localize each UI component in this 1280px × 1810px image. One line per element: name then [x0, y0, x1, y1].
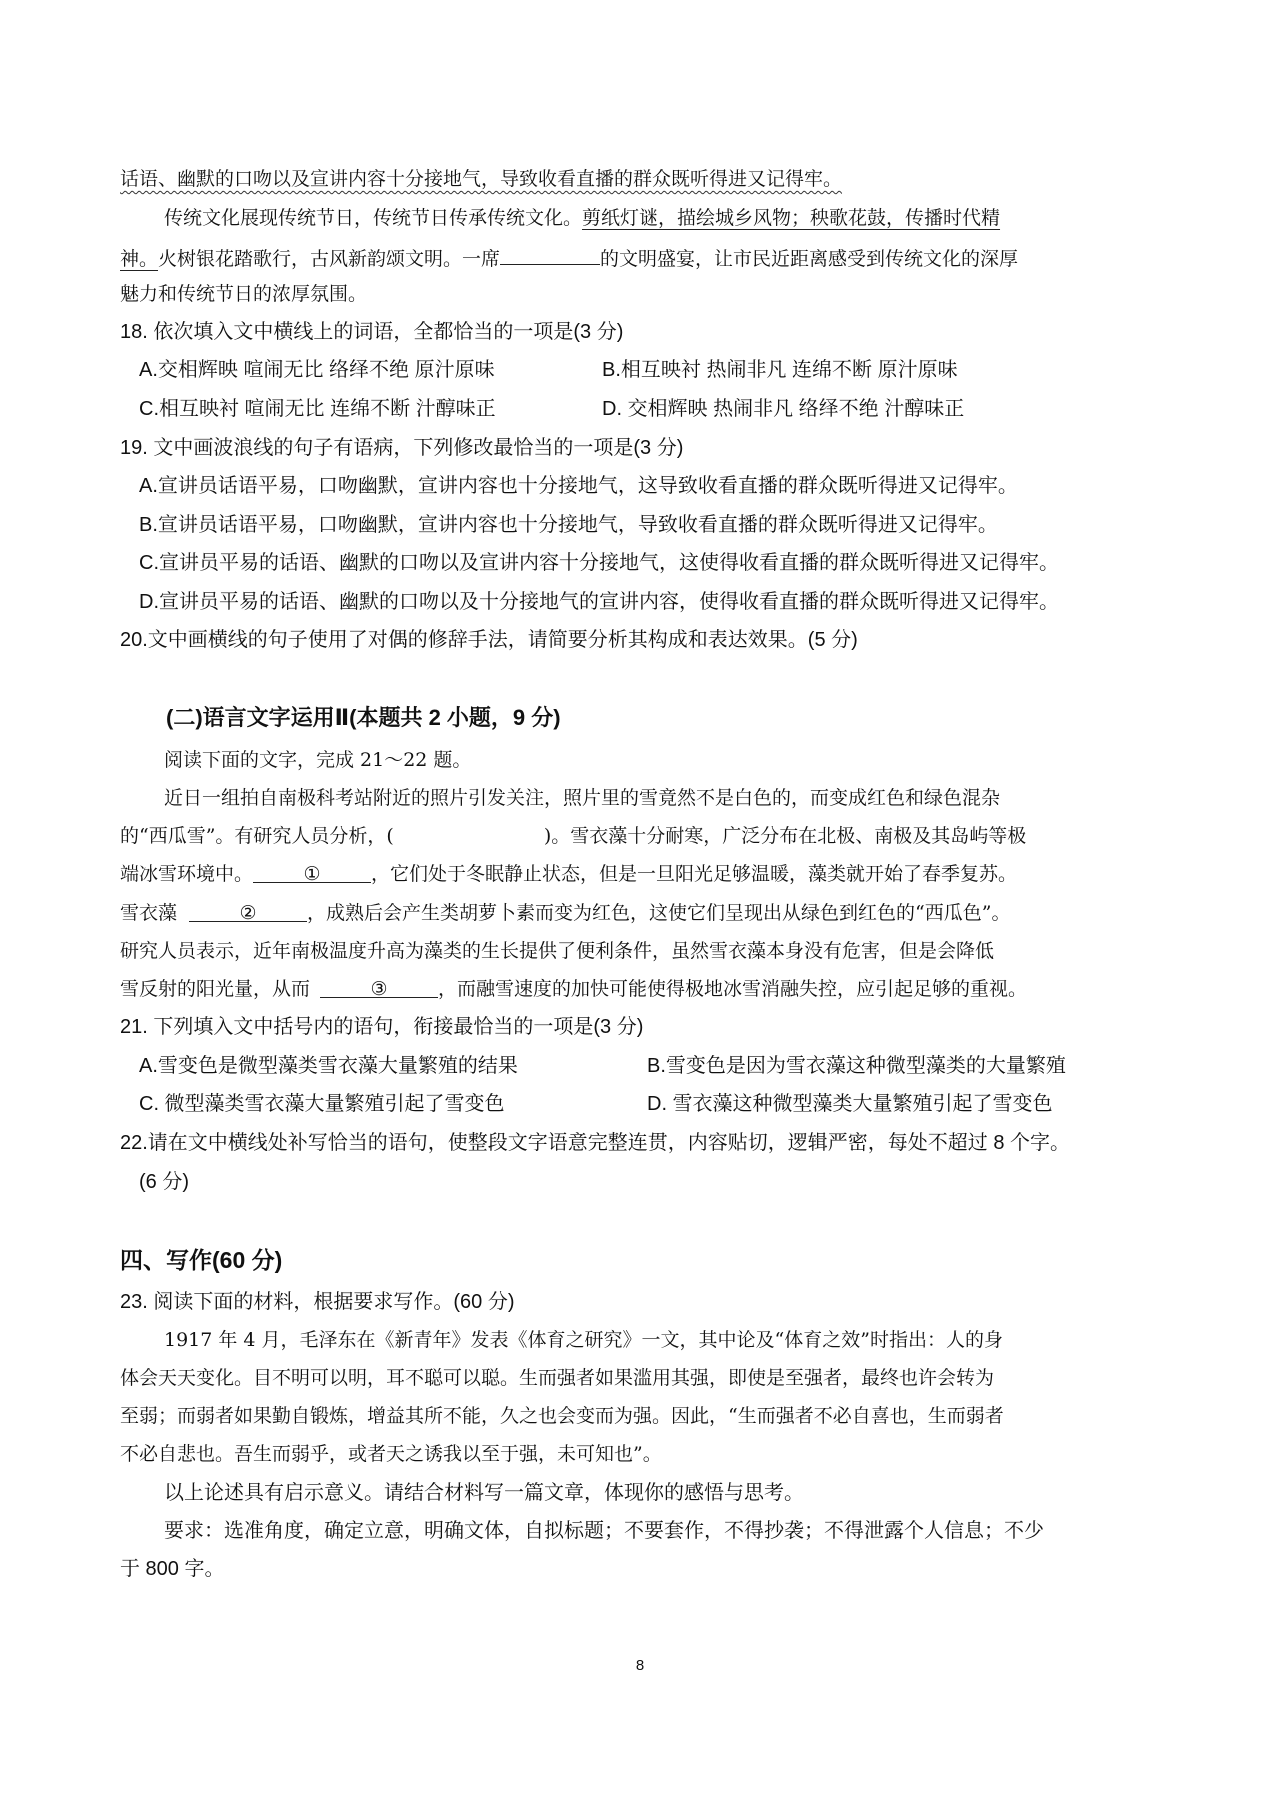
section-heading: (二)语言文字运用Ⅱ(本题共 2 小题，9 分): [166, 705, 561, 730]
reading-line: [120, 824, 1170, 848]
question-21-stem: 21. 下列填入文中括号内的语句，衔接最恰当的一项是(3 分): [120, 1016, 644, 1038]
q18-option-c: C.相互映衬 喧闹无比 连绵不断 汁醇味正: [139, 398, 496, 420]
q18-option-b: B.相互映衬 热闹非凡 连绵不断 原汁原味: [602, 359, 958, 381]
passage-line: 魅力和传统节日的浓厚氛围。: [120, 283, 368, 305]
requirement-line: 于 800 字。: [120, 1558, 225, 1580]
passage-text: 的文明盛宴，让市民近距离感受到传统文化的深厚: [600, 248, 1019, 270]
q19-option-d: D.宣讲员平易的话语、幽默的口吻以及十分接地气的宣讲内容，使得收看直播的群众既听得进又记得牢。: [139, 591, 1059, 613]
material-line: 不必自悲也。吾生而弱乎，或者天之诱我以至于强，未可知也”。: [120, 1443, 662, 1465]
reading-line: [120, 862, 1170, 886]
passage-text: 传统文化展现传统节日，传统节日传承传统文化。: [164, 207, 583, 229]
passage-line: [164, 206, 1170, 230]
q21-option-b: B.雪变色是因为雪衣藻这种微型藻类的大量繁殖: [647, 1055, 1066, 1077]
reading-text: ，而融雪速度的加快可能使得极地冰雪消融失控，应引起足够的重视。: [438, 978, 1028, 1000]
question-22-score: (6 分): [139, 1171, 189, 1193]
fill-blank-3: ③: [320, 977, 438, 998]
page-number: 8: [635, 1657, 645, 1674]
question-23-stem: 23. 阅读下面的材料，根据要求写作。(60 分): [120, 1291, 515, 1313]
q21-option-d: D. 雪衣藻这种微型藻类大量繁殖引起了雪变色: [647, 1093, 1053, 1115]
passage-line-wavy: 话语、幽默的口吻以及宣讲内容十分接地气，导致收看直播的群众既听得进又记得牢。: [120, 168, 843, 190]
q19-option-a: A.宣讲员话语平易，口吻幽默，宣讲内容也十分接地气，这导致收看直播的群众既听得进又记得牢。: [139, 475, 1018, 497]
reading-line: 研究人员表示，近年南极温度升高为藻类的生长提供了便利条件，虽然雪衣藻本身没有危害，但是会降低: [120, 940, 995, 962]
reading-text: )。雪衣藻十分耐寒，广泛分布在北极、南极及其岛屿等极: [543, 825, 1027, 847]
reading-text: ，成熟后会产生类胡萝卜素而变为红色，这使它们呈现出从绿色到红色的“西瓜色”。: [307, 902, 1011, 924]
material-line: 1917 年 4 月，毛泽东在《新青年》发表《体育之研究》一文，其中论及“体育之效”时指出：人的身: [164, 1329, 1003, 1351]
reading-line: [120, 977, 1170, 1001]
reading-line: [120, 901, 1170, 925]
q19-option-c: C.宣讲员平易的话语、幽默的口吻以及宣讲内容十分接地气，这使得收看直播的群众既听得进又记得牢。: [139, 552, 1059, 574]
fill-blank-1: ①: [253, 862, 371, 883]
section-intro: 阅读下面的文字，完成 21～22 题。: [164, 749, 472, 771]
passage-underlined-text: 剪纸灯谜，描绘城乡风物；秧歌花鼓，传播时代精: [582, 207, 1001, 229]
inspiration-line: 以上论述具有启示意义。请结合材料写一篇文章，体现你的感悟与思考。: [164, 1482, 804, 1504]
material-line: 体会天天变化。目不明可以明，耳不聪可以聪。生而强者如果滥用其强，即使是至强者，最终也许会转为: [120, 1367, 995, 1389]
q21-option-a: A.雪变色是微型藻类雪衣藻大量繁殖的结果: [139, 1055, 518, 1077]
q21-option-c: C. 微型藻类雪衣藻大量繁殖引起了雪变色: [139, 1093, 505, 1115]
passage-underlined-text: 神。: [120, 248, 159, 270]
section-four-heading: 四、写作(60 分): [120, 1247, 283, 1273]
fill-blank-2: ②: [189, 901, 307, 922]
question-19-stem: 19. 文中画波浪线的句子有语病，下列修改最恰当的一项是(3 分): [120, 437, 684, 459]
reading-text: 雪衣藻: [120, 902, 178, 924]
reading-line: 近日一组拍自南极科考站附近的照片引发关注，照片里的雪竟然不是白色的，而变成红色和绿色混杂: [164, 787, 1001, 809]
fill-blank: [500, 244, 600, 265]
passage-text: 火树银花踏歌行，古风新韵颂文明。一席: [158, 248, 501, 270]
question-18-stem: 18. 依次填入文中横线上的词语，全都恰当的一项是(3 分): [120, 321, 624, 343]
question-22-stem: 22.请在文中横线处补写恰当的语句，使整段文字语意完整连贯，内容贴切，逻辑严密，每处不超过 8 个字。: [120, 1132, 1071, 1154]
reading-text: 雪反射的阳光量，从而: [120, 978, 311, 1000]
passage-line: [120, 244, 1170, 271]
reading-text: 端冰雪环境中。: [120, 863, 254, 885]
q18-option-a: A.交相辉映 喧闹无比 络绎不绝 原汁原味: [139, 359, 495, 381]
question-20-stem: 20.文中画横线的句子使用了对偶的修辞手法，请简要分析其构成和表达效果。(5 分): [120, 629, 858, 651]
q19-option-b: B.宣讲员话语平易，口吻幽默，宣讲内容也十分接地气，导致收看直播的群众既听得进又记得牢。: [139, 514, 998, 536]
material-line: 至弱；而弱者如果勤自锻炼，增益其所不能，久之也会变而为强。因此，“生而强者不必自喜也，生而弱者: [120, 1405, 1004, 1427]
q18-option-d: D. 交相辉映 热闹非凡 络绎不绝 汁醇味正: [602, 398, 965, 420]
reading-text: 的“西瓜雪”。有研究人员分析，(: [120, 825, 394, 847]
reading-text: ，它们处于冬眠静止状态，但是一旦阳光足够温暖，藻类就开始了春季复苏。: [371, 863, 1018, 885]
requirement-line: 要求：选准角度，确定立意，明确文体，自拟标题；不要套作，不得抄袭；不得泄露个人信息；不少: [164, 1520, 1044, 1542]
